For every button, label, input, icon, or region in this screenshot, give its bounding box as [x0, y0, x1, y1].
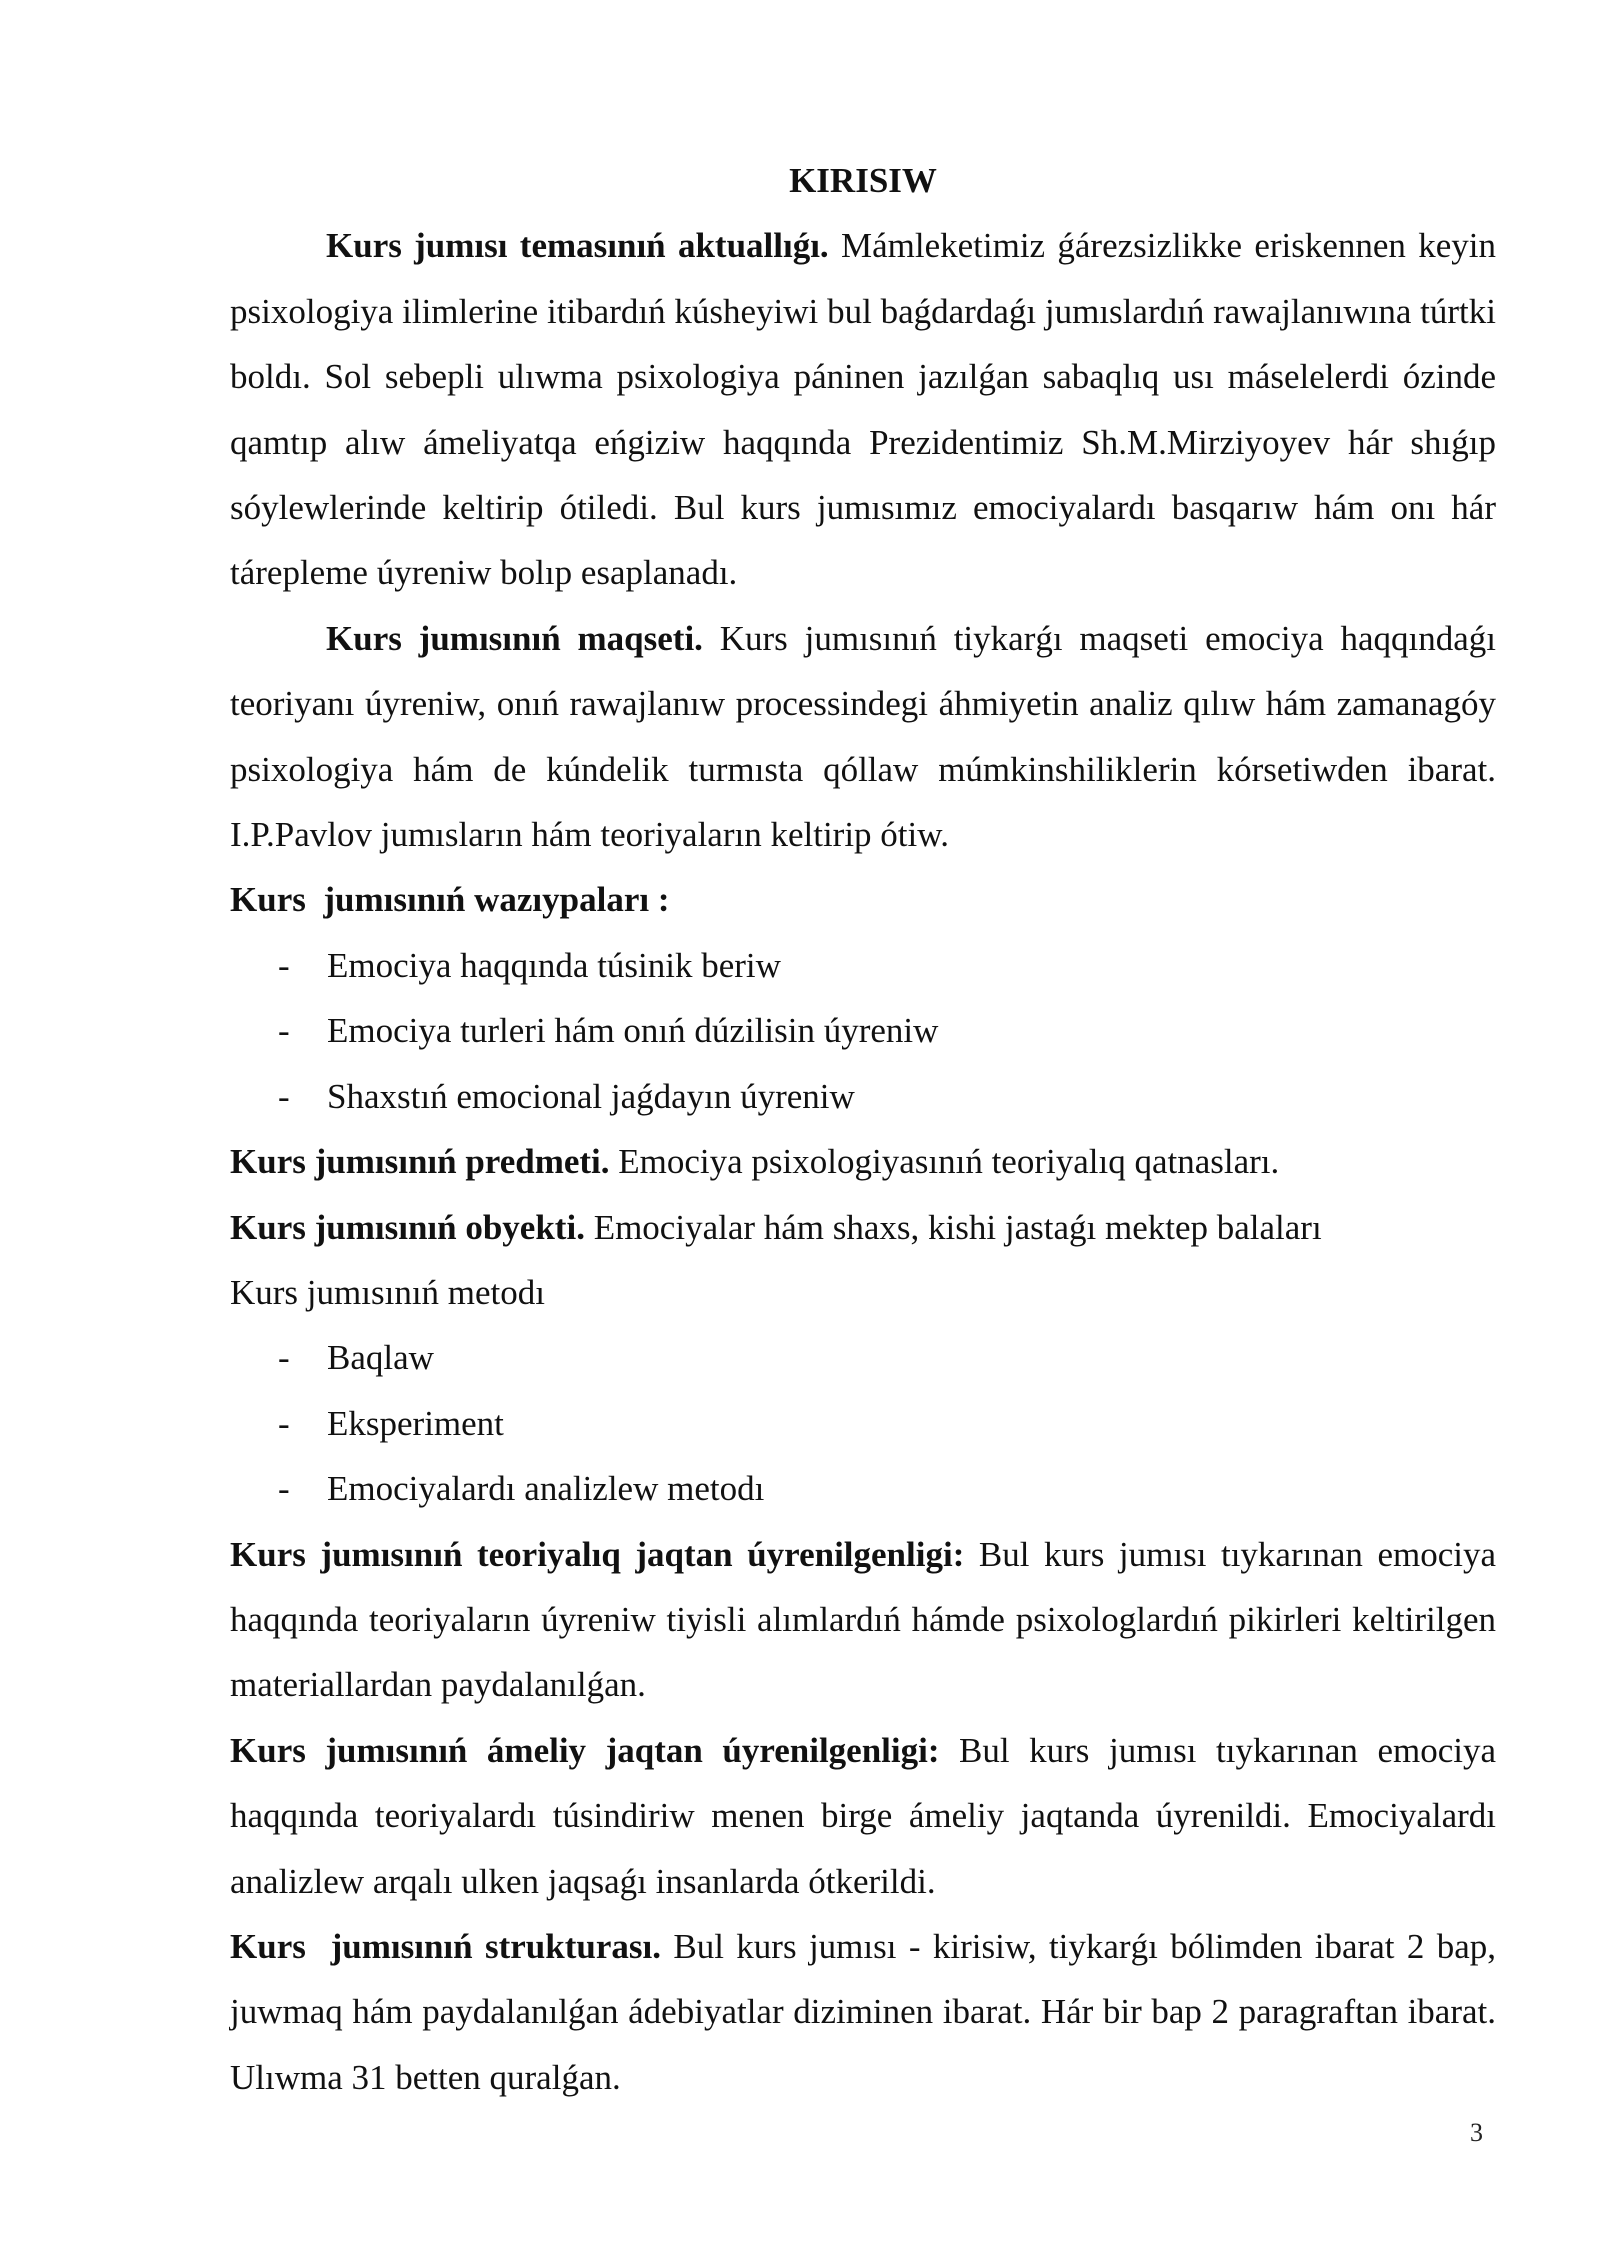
goal-heading: Kurs jumısınıń maqseti. — [326, 618, 703, 658]
practice-study-text: Bul kurs jumısı tıykarınan emociya haqqında teoriyalardı túsindiriw menen birge ámeliy jaqtanda úyrenildi. Emociyalardı analizlew arqalı ulken jaqsaǵı insanlarda ótkerildi. — [230, 1730, 1497, 1901]
list-item-text: Shaxstıń emocional jaǵdayın úyreniw — [327, 1076, 855, 1116]
actuality-text: Mámleketimiz ǵárezsizlikke eriskennen keyin psixologiya ilimlerine itibardıń kúsheyiwi bul baǵdardaǵı jumıslardıń rawajlanıwına túrtki boldı. Sol sebepli ulıwma psixologiya páninen jazılǵan sabaqlıq usı máselelerdi ózinde qamtıp alıw ámeliyatqa eńgiziw haqqında Prezidentimiz Sh.M.Mirziyoyev hár shıǵıp sóylewlerinde keltirip ótiledi. Bul kurs jumısımız emociyalardı basqarıw hám onı hár tárepleme úyreniw bolıp esaplanadı. — [230, 226, 1496, 593]
page-title: KIRISIW — [789, 161, 937, 200]
practice-study-paragraph — [230, 1718, 1496, 1914]
tasks-heading: Kurs jumısınıń wazıypaları : — [230, 880, 670, 920]
method-heading: Kurs jumısınıń metodı — [230, 1272, 545, 1312]
list-item-text: Emociya turleri hám onıń dúzilisin úyreniw — [327, 1011, 939, 1051]
theory-study-paragraph — [230, 1522, 1496, 1718]
list-marker: - — [278, 1011, 290, 1051]
list-item — [278, 998, 1496, 1063]
method-list — [230, 1325, 1496, 1521]
page-number: 3 — [1470, 2118, 1483, 2147]
tasks-heading-line — [230, 867, 1496, 932]
practice-study-heading: Kurs jumısınıń ámeliy jaqtan úyrenilgenligi: — [230, 1730, 940, 1770]
subject-paragraph — [230, 1129, 1496, 1194]
list-item-text: Emociyalardı analizlew metodı — [327, 1469, 765, 1509]
tasks-list — [230, 933, 1496, 1129]
list-marker: - — [278, 1338, 290, 1378]
subject-heading: Kurs jumısınıń predmeti. — [230, 1142, 610, 1182]
theory-study-text: Bul kurs jumısı tıykarınan emociya haqqında teoriyaların úyreniw tiyisli alımlardıń hámde psixologlardıń pikirleri keltirilgen materiallardan paydalanılǵan. — [230, 1534, 1497, 1705]
actuality-heading: Kurs jumısı temasınıń aktuallıǵı. — [326, 226, 829, 266]
document-page — [230, 148, 1496, 2110]
list-item — [278, 1391, 1496, 1456]
list-item — [278, 933, 1496, 998]
goal-paragraph — [230, 606, 1496, 868]
object-heading: Kurs jumısınıń obyekti. — [230, 1207, 585, 1247]
list-marker: - — [278, 1469, 290, 1509]
list-item-text: Eksperiment — [327, 1403, 504, 1443]
theory-study-heading: Kurs jumısınıń teoriyalıq jaqtan úyrenilgenligi: — [230, 1534, 965, 1574]
list-item — [278, 1325, 1496, 1390]
list-marker: - — [278, 945, 290, 985]
list-item — [278, 1456, 1496, 1521]
list-item-text: Emociya haqqında túsinik beriw — [327, 945, 781, 985]
object-paragraph — [230, 1195, 1496, 1260]
list-marker: - — [278, 1403, 290, 1443]
object-text: Emociyalar hám shaxs, kishi jastaǵı mektep balaları — [584, 1207, 1322, 1247]
actuality-paragraph — [230, 213, 1496, 605]
structure-paragraph — [230, 1914, 1496, 2110]
structure-text: Bul kurs jumısı - kirisiw, tiykarǵı bólimden ibarat 2 bap, juwmaq hám paydalanılǵan ádebiyatlar diziminen ibarat. Hár bir bap 2 paragraftan ibarat. Ulıwma 31 betten quralǵan. — [230, 1926, 1496, 2097]
subject-text: Emociya psixologiyasınıń teoriyalıq qatnasları. — [609, 1142, 1280, 1182]
goal-text: Kurs jumısınıń tiykarǵı maqseti emociya haqqındaǵı teoriyanı úyreniw, onıń rawajlanıw processindegi áhmiyetin analiz qılıw hám zamanagóy psixologiya hám de kúndelik turmısta qóllaw múmkinshiliklerin kórsetiwden ibarat. I.P.Pavlov jumısların hám teoriyaların keltirip ótiw. — [230, 618, 1497, 855]
list-marker: - — [278, 1076, 290, 1116]
structure-heading: Kurs jumısınıń strukturası. — [230, 1926, 661, 1966]
list-item-text: Baqlaw — [327, 1338, 434, 1378]
list-item — [278, 1064, 1496, 1129]
